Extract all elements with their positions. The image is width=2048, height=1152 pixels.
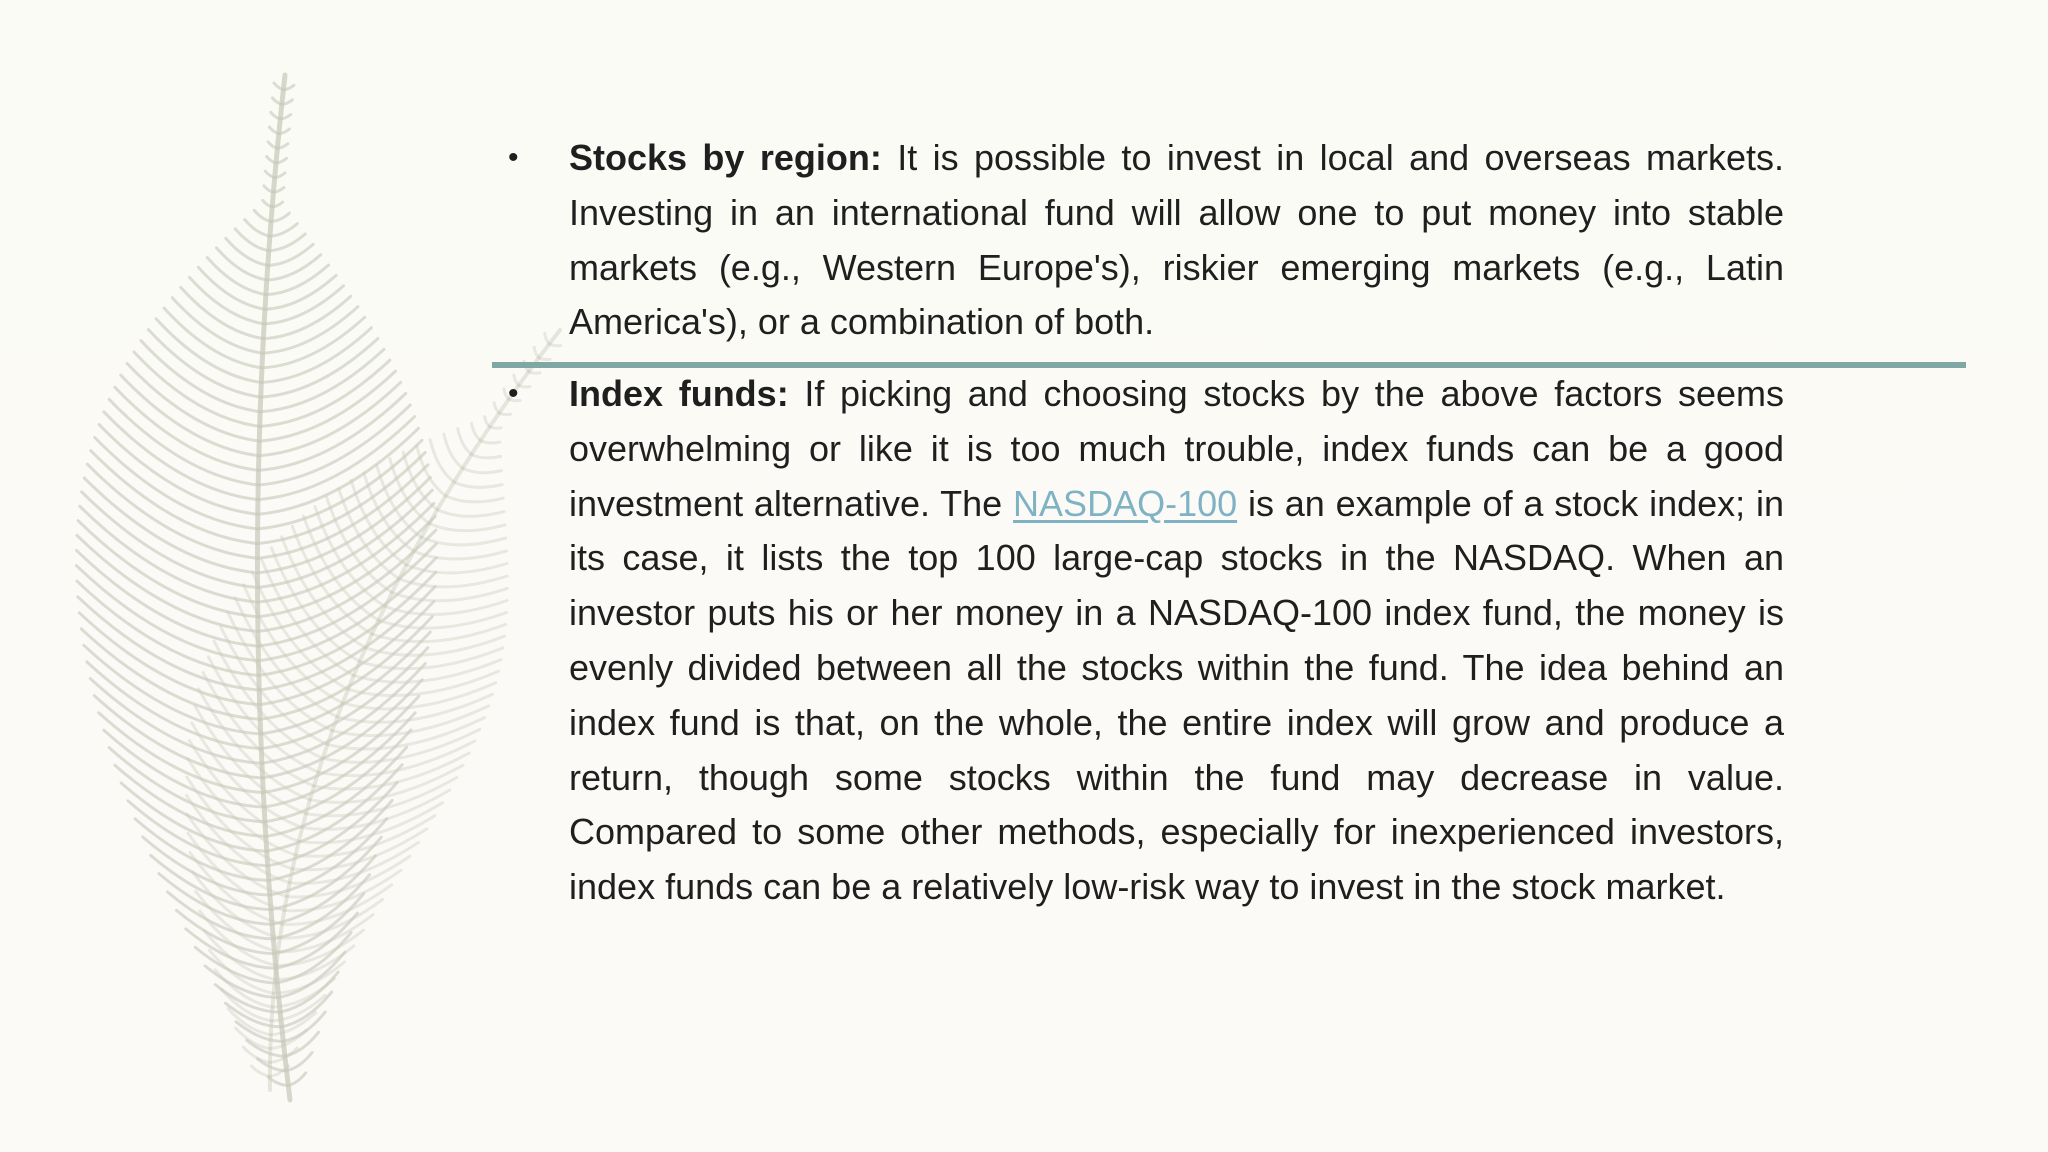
bullet-heading: Stocks by region: (569, 137, 882, 178)
bullet-body-start: If picking and choosing stocks by the above factors seems overwhelming or like it is too much trouble, index funds can be a good investment alternative. The (569, 373, 1785, 524)
bullet-item-stocks-by-region (508, 131, 1784, 350)
bullet-body: It is possible to invest in local and overseas markets. Investing in an international fund will allow one to put money into stable markets (e.g., Western Europe's), riskier emerging markets (e.g., Latin America's), or a combination of both. (569, 137, 1785, 343)
bullet-marker: • (508, 141, 519, 174)
nasdaq-100-link[interactable]: NASDAQ-100 (1013, 482, 1238, 524)
bullet-heading: Index funds: (569, 373, 789, 414)
bullet-text (569, 367, 1784, 915)
bullet-text (569, 131, 1784, 350)
bullet-body-end: is an example of a stock index; in its case, it lists the top 100 large-cap stocks in the NASDAQ. When an investor puts his or her money in a NASDAQ-100 index fund, the money is evenly divided between all the stocks within the fund. The idea behind an index fund is that, on the whole, the entire index will grow and produce a return, though some stocks within the fund may decrease in value. Compared to some other methods, especially for inexperienced investors, index funds can be a relatively low-risk way to invest in the stock market. (569, 482, 1785, 908)
bullet-marker: • (508, 377, 519, 410)
bullet-item-index-funds (508, 367, 1784, 915)
